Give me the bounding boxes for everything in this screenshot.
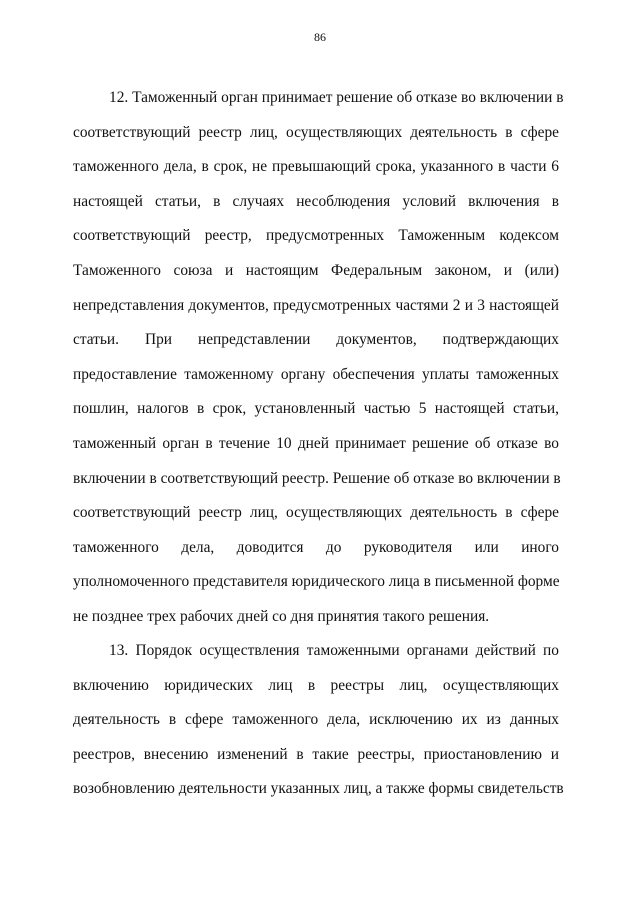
text-line: статьи. При непредставлении документов, подтверждающих — [73, 331, 559, 349]
text-line: соответствующий реестр, предусмотренных Таможенным кодексом — [73, 227, 559, 245]
text-line: непредставления документов, предусмотренных частями 2 и 3 настоящей — [73, 296, 559, 314]
text-line: таможенного дела, доводится до руководителя или иного — [73, 538, 559, 556]
text-line: предоставление таможенному органу обеспечения уплаты таможенных — [73, 365, 559, 383]
text-line: соответствующий реестр лиц, осуществляющих деятельность в сфере — [73, 504, 559, 522]
text-line: реестров, внесению изменений в такие реестры, приостановлению и — [73, 745, 559, 763]
text-line: Таможенного союза и настоящим Федеральным законом, и (или) — [73, 261, 559, 279]
text-line: настоящей статьи, в случаях несоблюдения условий включения в — [73, 192, 559, 210]
paragraph-12 — [73, 81, 564, 635]
text-line: не позднее трех рабочих дней со дня принятия такого решения. — [73, 607, 490, 625]
paragraph-13 — [73, 634, 564, 807]
text-line: включении в соответствующий реестр. Решение об отказе во включении в — [73, 469, 561, 487]
text-line: включению юридических лиц в реестры лиц, осуществляющих — [73, 676, 559, 694]
text-line: возобновлению деятельности указанных лиц, а также формы свидетельств — [73, 780, 564, 798]
text-line: пошлин, налогов в срок, установленный частью 5 настоящей статьи, — [73, 400, 559, 418]
text-line: деятельность в сфере таможенного дела, исключению их из данных — [73, 711, 559, 729]
text-line: таможенного дела, в срок, не превышающий срока, указанного в части 6 — [73, 158, 559, 176]
text-line: 12. Таможенный орган принимает решение об отказе во включении в — [109, 89, 564, 106]
text-line: 13. Порядок осуществления таможенными органами действий по — [109, 642, 559, 659]
text-line: уполномоченного представителя юридического лица в письменной форме — [73, 573, 560, 591]
text-line: соответствующий реестр лиц, осуществляющих деятельность в сфере — [73, 123, 559, 141]
text-line: таможенный орган в течение 10 дней принимает решение об отказе во — [73, 434, 559, 452]
page-number: 86 — [314, 30, 326, 44]
